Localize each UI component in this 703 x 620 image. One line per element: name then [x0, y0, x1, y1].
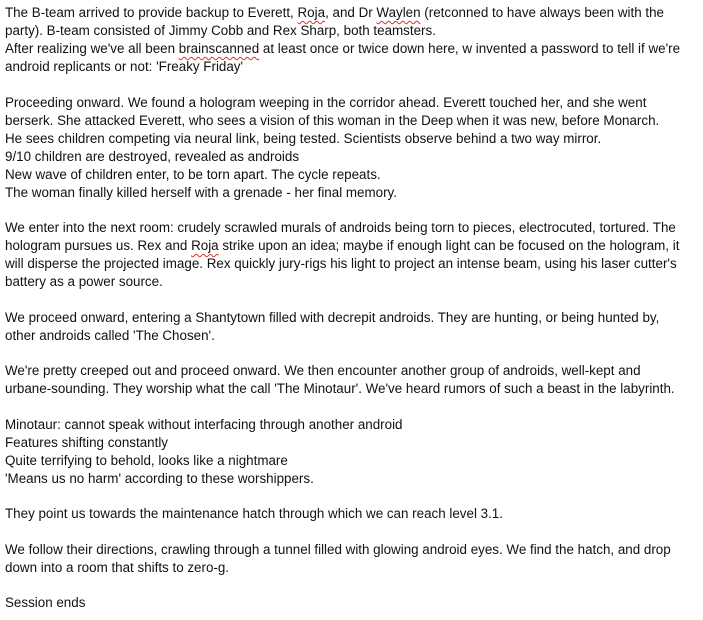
text-line: Session ends: [5, 595, 86, 610]
text-run: The B-team arrived to provide backup to Everett,: [5, 5, 298, 20]
misspelled-word[interactable]: Roja: [191, 238, 219, 253]
text-line: android replicants or not: 'Freaky Friday': [5, 59, 244, 74]
misspelled-word[interactable]: brainscanned: [178, 41, 260, 56]
text-run: at least once or twice down here, w invented a password to tell if we're: [259, 41, 681, 56]
text-line: other androids called 'The Chosen'.: [5, 327, 215, 343]
text-line: party). B-team consisted of Jimmy Cobb and Rex Sharp, both teamsters.: [5, 23, 436, 38]
text-run: strike upon an idea; maybe if enough light can be focused on the hologram, it: [218, 238, 680, 253]
text-line: urbane-sounding. They worship what the call 'The Minotaur'. We've heard rumors of such a beast in the labyrinth.: [5, 381, 675, 396]
text-line: We're pretty creeped out and proceed onward. We then encounter another group of androids, well-kept and: [5, 363, 641, 378]
text-line: New wave of children enter, to be torn apart. The cycle repeats.: [5, 166, 381, 182]
blank-line: [5, 202, 697, 220]
text-line: Quite terrifying to behold, looks like a nightmare: [5, 452, 288, 468]
text-line: [5, 237, 697, 255]
misspelled-word[interactable]: Roja: [297, 5, 326, 20]
text-line: Minotaur: cannot speak without interfacing through another android: [5, 416, 403, 432]
text-line: We follow their directions, crawling through a tunnel filled with glowing android eyes. We find the hatch, and drop: [5, 541, 671, 557]
text-run: hologram pursues us. Rex and: [5, 238, 192, 253]
blank-line: [5, 291, 697, 309]
blank-line: [5, 488, 697, 506]
text-line: down into a room that shifts to zero-g.: [5, 559, 230, 575]
blank-line: [5, 345, 697, 363]
text-line: The woman finally killed herself with a grenade - her final memory.: [5, 184, 397, 200]
text-line: [5, 40, 697, 58]
text-line: Features shifting constantly: [5, 434, 169, 450]
blank-line: [5, 577, 697, 595]
blank-line: [5, 76, 697, 94]
document-body[interactable]: [5, 4, 697, 612]
text-run: , and Dr: [325, 5, 377, 20]
text-run: After realizing we've all been: [5, 41, 179, 56]
text-line: Proceeding onward. We found a hologram weeping in the corridor ahead. Everett touched her, and she went: [5, 94, 647, 110]
text-line: [5, 4, 697, 22]
text-line: They point us towards the maintenance hatch through which we can reach level 3.1.: [5, 506, 503, 521]
text-line: will disperse the projected image. Rex quickly jury-rigs his light to project an intense beam, using his laser cutter's: [5, 256, 677, 271]
blank-line: [5, 398, 697, 416]
text-line: We proceed onward, entering a Shantytown filled with decrepit androids. They are hunting, or being hunted by,: [5, 309, 660, 325]
misspelled-word[interactable]: Waylen: [376, 5, 421, 20]
text-line: berserk. She attacked Everett, who sees a vision of this woman in the Deep when it was new, before Monarch.: [5, 112, 660, 128]
text-line: 'Means us no harm' according to these worshippers.: [5, 470, 314, 486]
text-line: battery as a power source.: [5, 274, 163, 289]
text-line: We enter into the next room: crudely scrawled murals of androids being torn to pieces, electrocuted, tortured. The: [5, 220, 676, 235]
text-line: He sees children competing via neural link, being tested. Scientists observe behind a two way mirror.: [5, 130, 602, 146]
text-run: (retconned to have always been with the: [420, 5, 664, 20]
blank-line: [5, 523, 697, 541]
text-line: 9/10 children are destroyed, revealed as androids: [5, 148, 300, 164]
